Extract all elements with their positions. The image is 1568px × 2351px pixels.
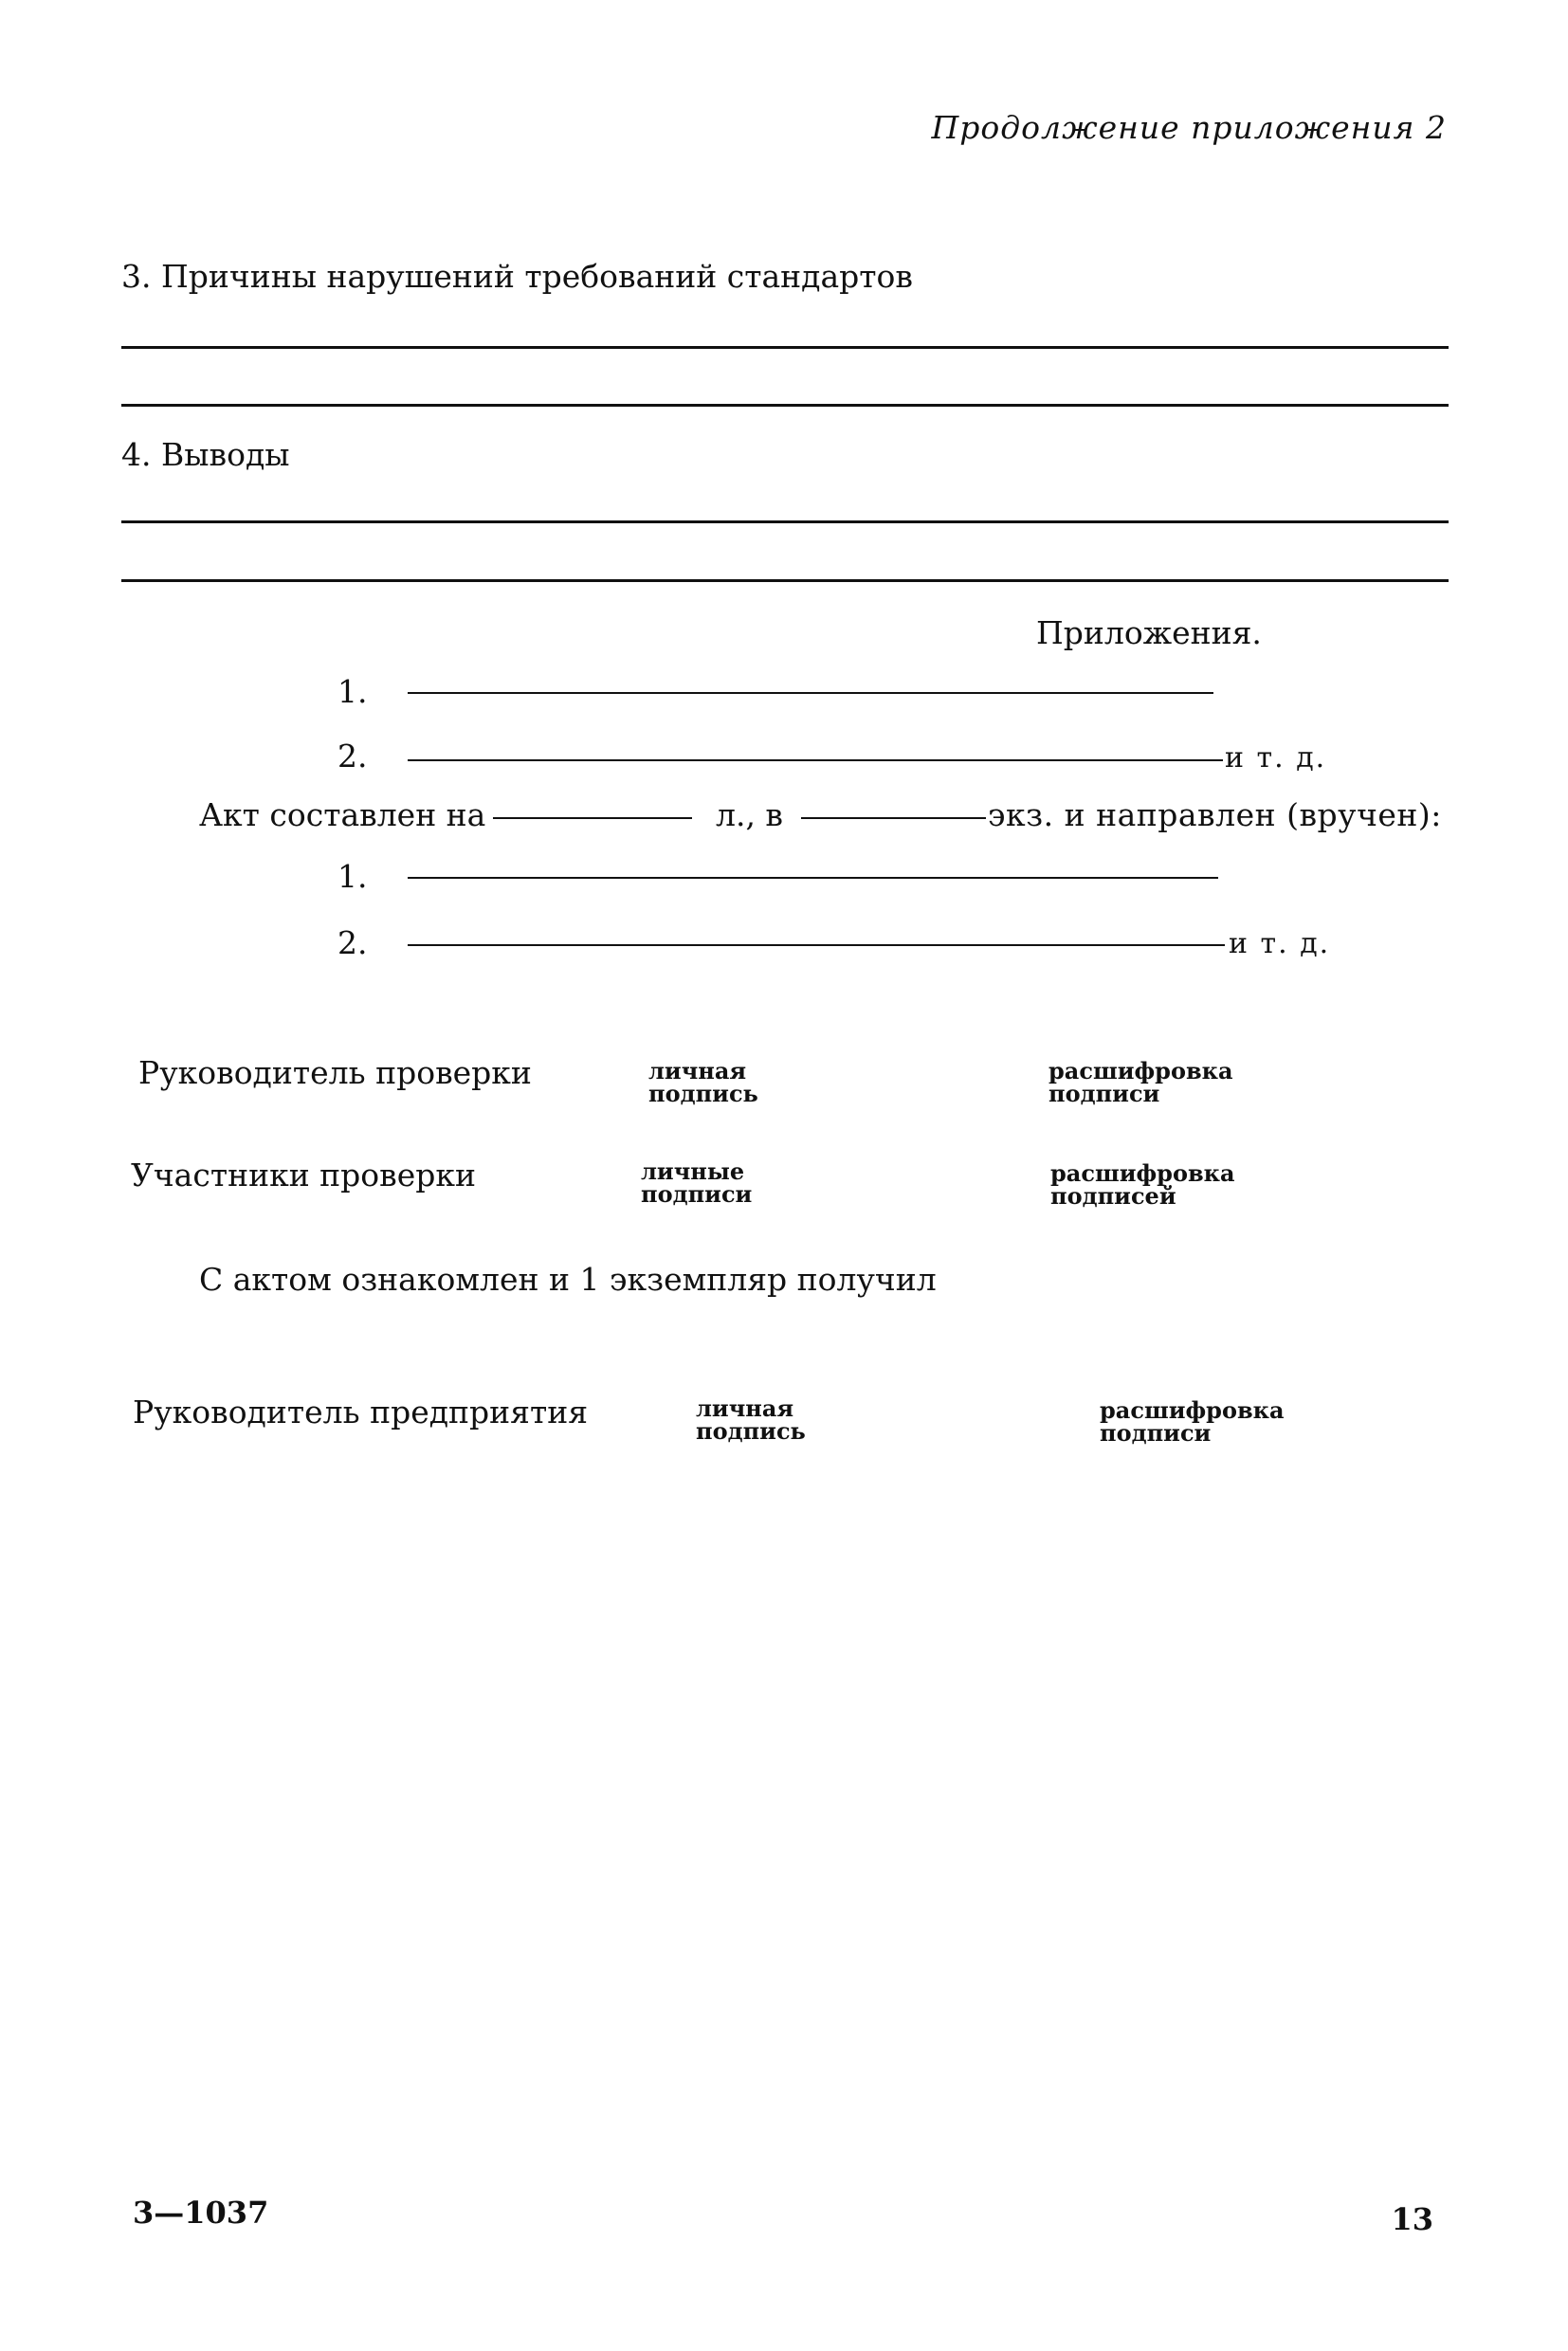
act-copies-label: экз. и направлен (вручен): (988, 796, 1442, 833)
section-4-line-1 (121, 520, 1449, 523)
section-3-line-2 (121, 404, 1449, 407)
page-number: 13 (1391, 2201, 1433, 2237)
attachment-item-1-line (408, 692, 1213, 694)
participants-signature-caption (641, 1157, 753, 1208)
decode-caption-line-1: расшифровка (1048, 1057, 1233, 1084)
section-4-line-2 (121, 579, 1449, 582)
section-4-title: Выводы (161, 436, 290, 473)
signature-caption-line-2: подпись (648, 1080, 758, 1107)
signature-caption-line-1: личная (696, 1394, 794, 1422)
section-3-title: Причины нарушений требований стандартов (161, 258, 913, 295)
section-4-heading (121, 436, 290, 473)
decode-caption-line-2: подписей (1050, 1182, 1176, 1210)
section-3-heading (121, 258, 913, 295)
section-3-line-1 (121, 346, 1449, 349)
act-recipient-2-line (408, 944, 1225, 946)
inspection-participants-label: Участники проверки (131, 1157, 477, 1194)
act-copies-line (801, 817, 986, 819)
act-recipient-1-number: 1. (337, 858, 368, 895)
act-sheets-line (493, 817, 692, 819)
section-4-number: 4. (121, 436, 152, 473)
attachment-item-2-number: 2. (337, 738, 368, 775)
attachments-title: Приложения. (1036, 614, 1262, 651)
decode-caption-line-1: расшифровка (1050, 1159, 1235, 1187)
attachment-item-2-line (408, 759, 1223, 761)
decode-caption-line-2: подписи (1100, 1419, 1212, 1447)
signature-caption-line-2: подпись (696, 1417, 806, 1445)
act-sheets-label: л., в (716, 796, 784, 833)
act-recipient-2-number: 2. (337, 924, 368, 961)
participants-decode-caption (1050, 1159, 1235, 1210)
decode-caption-line-2: подписи (1048, 1080, 1160, 1107)
page-header: Продолжение приложения 2 (931, 109, 1447, 146)
director-signature-caption (696, 1394, 806, 1445)
attachment-item-1-number: 1. (337, 673, 368, 710)
act-recipient-1-line (408, 877, 1218, 879)
document-code: 3—1037 (133, 2195, 269, 2231)
inspection-head-label: Руководитель проверки (138, 1054, 532, 1091)
director-label: Руководитель предприятия (133, 1394, 589, 1431)
act-etc: и т. д. (1229, 927, 1331, 960)
section-3-number: 3. (121, 258, 152, 295)
signature-caption-line-1: личные (641, 1157, 745, 1185)
signature-caption-line-2: подписи (641, 1180, 753, 1208)
inspection-head-signature-caption (648, 1057, 758, 1107)
inspection-head-decode-caption (1048, 1057, 1233, 1107)
director-decode-caption (1100, 1396, 1285, 1447)
attachments-etc: и т. д. (1225, 741, 1327, 775)
signature-caption-line-1: личная (648, 1057, 747, 1084)
decode-caption-line-1: расшифровка (1100, 1396, 1285, 1424)
acknowledgement-text: С актом ознакомлен и 1 экземпляр получил (199, 1261, 937, 1298)
act-prefix: Акт составлен на (199, 796, 486, 833)
